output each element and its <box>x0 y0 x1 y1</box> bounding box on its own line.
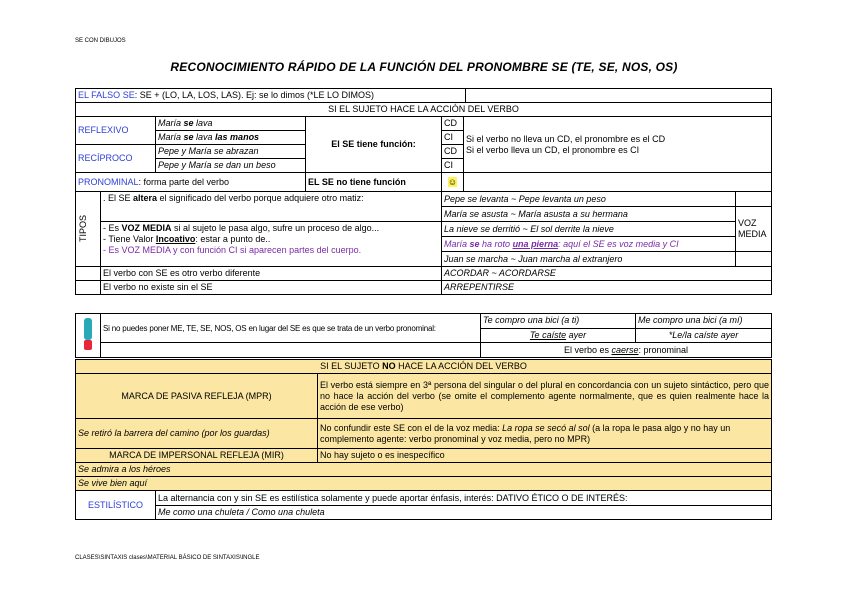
code-cd-1: CD <box>442 117 464 131</box>
se-no-tiene-funcion: EL SE no tiene función <box>306 173 442 192</box>
tip-c2: Me compro una bici (a mí) <box>636 314 772 329</box>
tipos-cell <box>76 192 101 267</box>
tip-c3: Te caíste ayer <box>481 328 636 343</box>
empty-cell <box>736 192 772 207</box>
tipos-ex3: La nieve se derritió ~ El sol derrite la nieve <box>442 222 736 237</box>
code-ci-1: CI <box>442 131 464 145</box>
code-ci-2: CI <box>442 159 464 173</box>
section2-header: SI EL SUJETO NO HACE LA ACCIÓN DEL VERBO <box>76 360 772 374</box>
impersonal-ex1: Se admira a los héroes <box>76 463 772 477</box>
pasiva-label: MARCA DE PASIVA REFLEJA (MPR) <box>76 374 318 419</box>
tipos-voz-media <box>101 222 442 267</box>
impersonal-label: MARCA DE IMPERSONAL REFLEJA (MIR) <box>76 449 318 463</box>
empty-cell <box>76 267 101 281</box>
estilistico-label: ESTILÍSTICO <box>76 491 156 520</box>
upper-table <box>75 88 772 295</box>
reflexivo-ex2: María se lava las manos <box>156 131 306 145</box>
smiley-cell <box>442 173 464 192</box>
reciproco-ex1: Pepe y María se abrazan <box>156 145 306 159</box>
pasiva-example: Se retiró la barrera del camino (por los guardas) <box>76 419 318 449</box>
top-tag: SE CON DIBUJOS <box>75 38 126 44</box>
empty-cell <box>101 343 481 358</box>
no-existe-ex: ARREPENTIRSE <box>442 281 772 295</box>
marker-icon <box>82 315 94 353</box>
reflexivo-label: REFLEXIVO <box>76 117 156 145</box>
voz-media-label: VOZ MEDIA <box>736 207 772 252</box>
smiley-icon: ☺ <box>447 176 458 187</box>
pronominal-label: PRONOMINAL <box>78 176 139 187</box>
reciproco-ex2: Pepe y María se dan un beso <box>156 159 306 173</box>
code-cd-2: CD <box>442 145 464 159</box>
estilistico-example: Me como una chuleta / Como una chuleta <box>156 506 772 520</box>
impersonal-ex2: Se vive bien aquí <box>76 477 772 491</box>
tipos-ex1: Pepe se levanta ~ Pepe levanta un peso <box>442 192 736 207</box>
page-title: RECONOCIMIENTO RÁPIDO DE LA FUNCIÓN DEL PRONOMBRE SE (TE, SE, NOS, OS) <box>170 60 678 74</box>
reflexivo-ex1: María se lava <box>156 117 306 131</box>
rule-1: Si el verbo no lleva un CD, el pronombre es el CD <box>466 133 666 144</box>
se-tiene-funcion: El SE tiene función: <box>306 117 442 173</box>
empty-cell <box>736 252 772 267</box>
pasiva-desc: El verbo está siempre en 3ª persona del singular o del plural en concordancia con un sujeto sintáctico, pero que no hace la acción del verbo (se omite el complemento agente normalmente, que es quien realmente hace la acción de ese verbo) <box>318 374 772 419</box>
tip-c1: Te compro una bici (a ti) <box>481 314 636 329</box>
footer-path: CLASES\SINTAXIS clases\MATERIAL BÁSICO DE SINTAXIS\INGLE <box>75 555 260 561</box>
section1-header: SI EL SUJETO HACE LA ACCIÓN DEL VERBO <box>76 103 772 117</box>
lower-table <box>75 359 772 520</box>
tip-icon-cell <box>76 314 101 358</box>
estilistico-desc: La alternancia con y sin SE es estilística solamente y puede aportar énfasis, interés: DATIVO ÉTICO O DE INTERÉS: <box>156 491 772 506</box>
tip-c5: El verbo es caerse: pronominal <box>481 343 772 358</box>
tipos-label: TIPOS <box>78 215 88 243</box>
vm-line-1: - Es VOZ MEDIA si al sujeto le pasa algo, sufre un proceso de algo... <box>103 223 380 233</box>
empty-cell <box>76 281 101 295</box>
empty-cell <box>466 89 772 103</box>
impersonal-desc: No hay sujeto o es inespecífico <box>318 449 772 463</box>
reciproco-label: RECÍPROCO <box>76 145 156 173</box>
tipos-ex2: María se asusta ~ María asusta a su hermana <box>442 207 736 222</box>
tip-c4: *Le/la caíste ayer <box>636 328 772 343</box>
pasiva-note: No confundir este SE con el de la voz media: La ropa se secó al sol (a la ropa le pasa algo y no hay un complemento agente: verbo pronominal y voz media, pero no MPR) <box>318 419 772 449</box>
rule-2: Si el verbo lleva un CD, el pronombre es CI <box>466 144 640 155</box>
falso-se-text: : SE + (LO, LA, LOS, LAS). Ej: se lo dimos (*LE LO DIMOS) <box>134 90 375 100</box>
tipos-ex5: Juan se marcha ~ Juan marcha al extranjero <box>442 252 736 267</box>
vm-line-3: - Es VOZ MEDIA y con función CI si aparecen partes del cuerpo. <box>103 245 362 255</box>
falso-se-label: EL FALSO SE <box>78 90 135 100</box>
tipos-alters: . El SE altera el significado del verbo porque adquiere otro matiz: <box>101 192 442 222</box>
no-existe: El verbo no existe sin el SE <box>101 281 442 295</box>
tipos-ex4: María se ha roto una pierna: aquí el SE es voz media y CI <box>442 237 736 252</box>
vm-line-2: - Tiene Valor Incoativo: estar a punto de.. <box>103 234 271 244</box>
empty-cell <box>464 173 772 192</box>
otro-verbo-ex: ACORDAR ~ ACORDARSE <box>442 267 772 281</box>
tip-table <box>75 313 772 358</box>
falso-se-row <box>76 89 466 103</box>
funcion-rules <box>464 117 772 173</box>
pronominal-row: PRONOMINAL: forma parte del verbo <box>76 173 306 192</box>
tip-text: Si no puedes poner ME, TE, SE, NOS, OS en lugar del SE es que se trata de un verbo pronominal: <box>101 314 481 343</box>
otro-verbo: El verbo con SE es otro verbo diferente <box>101 267 442 281</box>
